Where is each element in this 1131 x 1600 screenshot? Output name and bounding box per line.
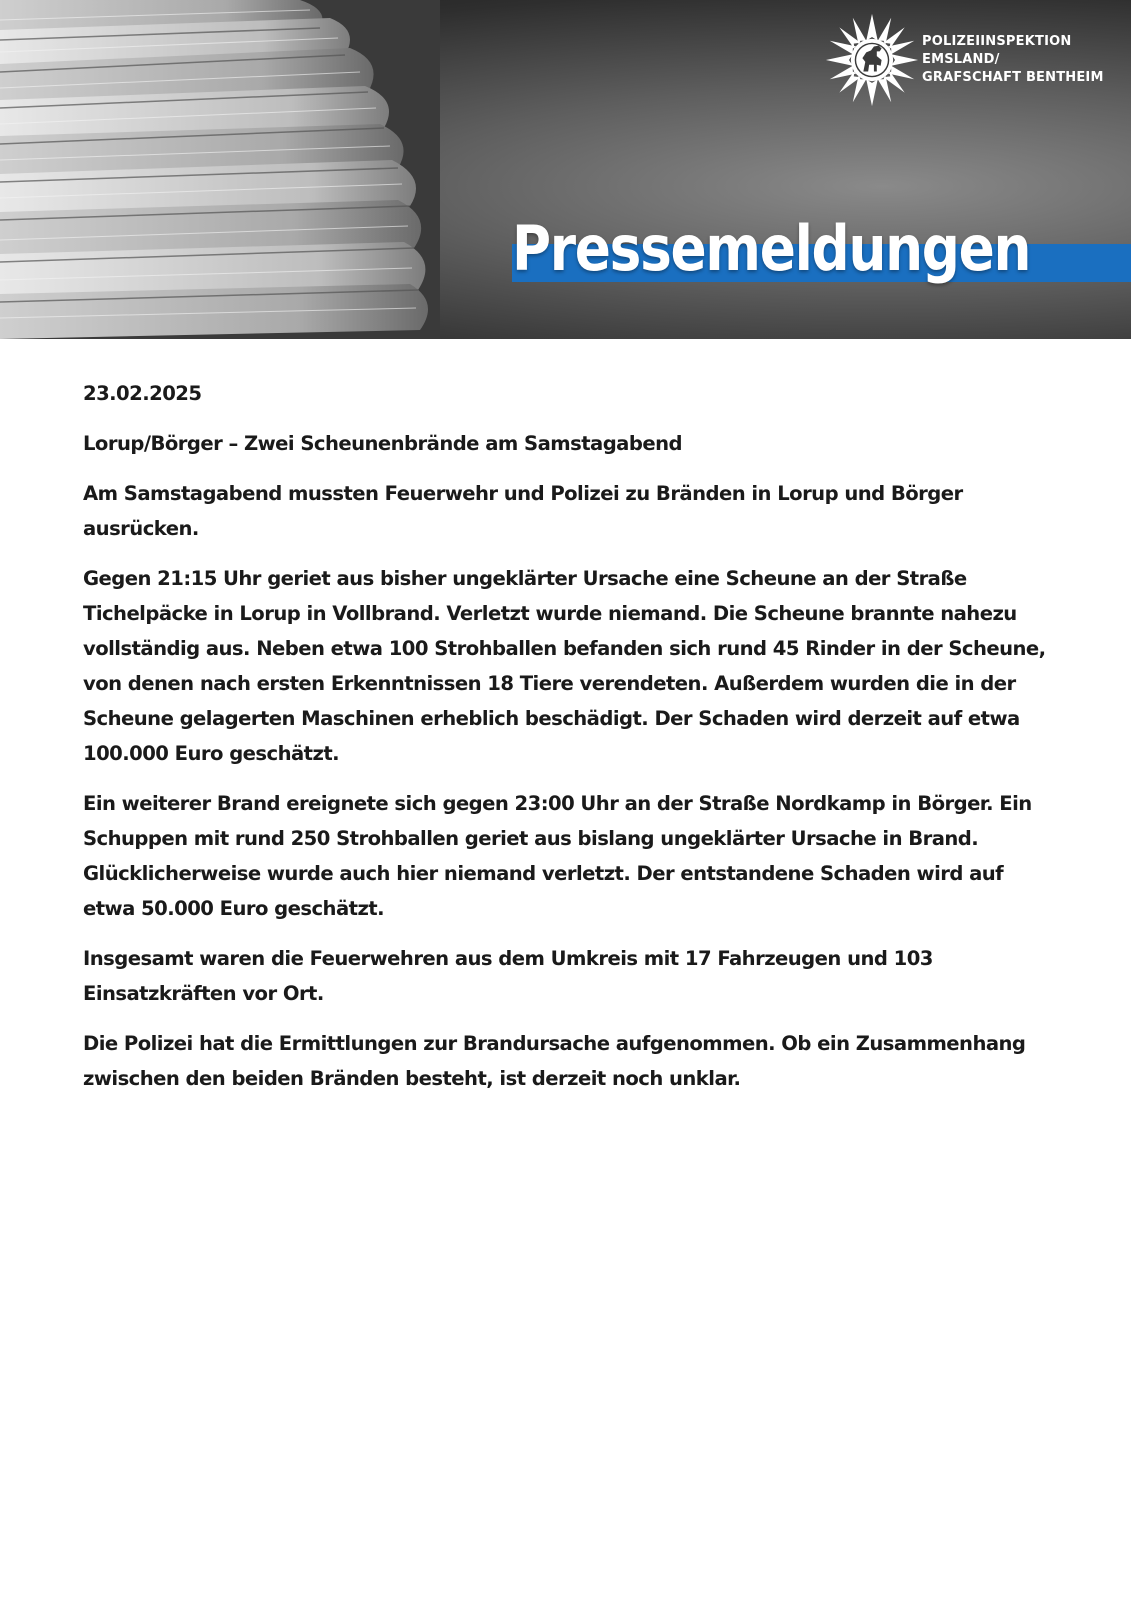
paragraph-1: Am Samstagabend mussten Feuerwehr und Polizei zu Bränden in Lorup und Börger ausrücken. [83, 482, 963, 540]
organization-name-line-2: EMSLAND/ [922, 52, 1000, 67]
paragraph-5: Die Polizei hat die Ermittlungen zur Brandursache aufgenommen. Ob ein Zusammenhang zwischen den beiden Bränden besteht, ist derzeit noch unklar. [83, 1032, 1026, 1090]
newspaper-stack-image [0, 0, 440, 339]
organization-name-line-3: GRAFSCHAFT BENTHEIM [922, 70, 1104, 85]
release-headline: Lorup/Börger – Zwei Scheunenbrände am Samstagabend [83, 432, 682, 455]
police-star-horse-icon [824, 12, 920, 108]
paragraph-3: Ein weiterer Brand ereignete sich gegen 23:00 Uhr an der Straße Nordkamp in Börger. Ein Schuppen mit rund 250 Strohballen geriet aus bislang ungeklärter Ursache in Brand. Glücklicherweise wurde auch hier niemand verletzt. Der entstandene Schaden wird auf etwa 50.000 Euro geschätzt. [83, 792, 1032, 920]
paragraph-2: Gegen 21:15 Uhr geriet aus bisher ungeklärter Ursache eine Scheune an der Straße Tichelpäcke in Lorup in Vollbrand. Verletzt wurde niemand. Die Scheune brannte nahezu vollständig aus. Neben etwa 100 Strohballen befanden sich rund 45 Rinder in der Scheune, von denen nach ersten Erkenntnissen 18 Tiere verendeten. Außerdem wurden die in der Scheune gelagerten Maschinen erheblich beschädigt. Der Schaden wird derzeit auf etwa 100.000 Euro geschätzt. [83, 567, 1046, 765]
organization-name [922, 33, 1104, 87]
page-title: Pressemeldungen [512, 212, 1031, 285]
press-release-body [83, 376, 1058, 1111]
paragraph-4: Insgesamt waren die Feuerwehren aus dem Umkreis mit 17 Fahrzeugen und 103 Einsatzkräften vor Ort. [83, 947, 933, 1005]
header-banner [0, 0, 1131, 339]
release-date: 23.02.2025 [83, 382, 202, 405]
organization-name-line-1: POLIZEIINSPEKTION [922, 34, 1072, 49]
